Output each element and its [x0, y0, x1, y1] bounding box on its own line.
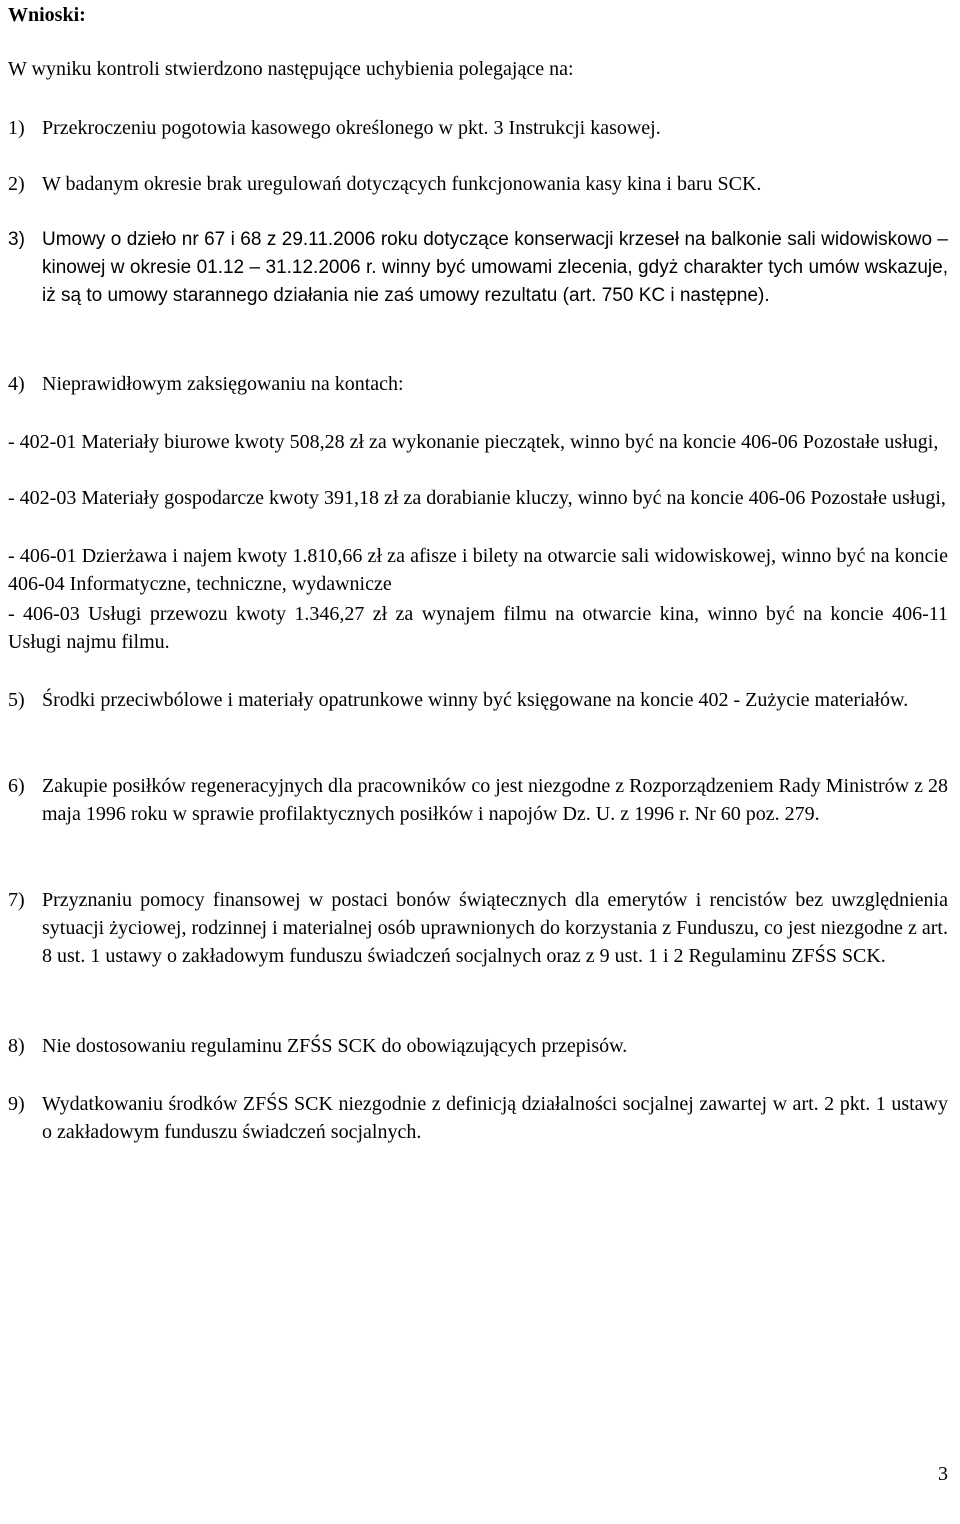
item-number: 8)	[8, 1035, 25, 1057]
item-number: 3)	[8, 229, 25, 250]
item-number: 7)	[8, 889, 25, 911]
item-number: 9)	[8, 1093, 25, 1115]
item-number: 2)	[8, 173, 25, 195]
list-item	[8, 686, 948, 714]
account-entry: - 402-03 Materiały gospodarcze kwoty 391,18 zł za dorabianie kluczy, winno być na koncie 406-06 Pozostałe usługi,	[8, 487, 946, 509]
intro-text: W wyniku kontroli stwierdzono następujące uchybienia polegające na:	[8, 58, 574, 80]
item-text: W badanym okresie brak uregulowań dotyczących funkcjonowania kasy kina i baru SCK.	[42, 173, 762, 195]
list-item	[8, 170, 948, 198]
list-item	[8, 1090, 948, 1146]
item-text: Przyznaniu pomocy finansowej w postaci bonów świątecznych dla emerytów i rencistów bez uwzględnienia sytuacji życiowej, rodzinnej i materialnej osób uprawnionych do korzystania z Funduszu, co jest niezgodne z art. 8 ust. 1 ustawy o zakładowym funduszu świadczeń socjalnych oraz z 9 ust. 1 i 2 Regulaminu ZFŚS SCK.	[42, 889, 948, 967]
list-item	[8, 772, 948, 828]
page-number: 3	[938, 1463, 948, 1485]
account-entry: - 402-01 Materiały biurowe kwoty 508,28 zł za wykonanie pieczątek, winno być na koncie 406-06 Pozostałe usługi,	[8, 431, 939, 453]
list-item	[8, 1032, 948, 1060]
account-entry: - 406-01 Dzierżawa i najem kwoty 1.810,66 zł za afisze i bilety na otwarcie sali widowiskowej, winno być na koncie 406-04 Informatyczne, techniczne, wydawnicze	[8, 545, 948, 595]
item-number: 1)	[8, 117, 25, 139]
item-text: Zakupie posiłków regeneracyjnych dla pracowników co jest niezgodne z Rozporządzeniem Rady Ministrów z 28 maja 1996 roku w sprawie profilaktycznych posiłków i napojów Dz. U. z 1996 r. Nr 60 poz. 279.	[42, 775, 948, 825]
item-text: Wydatkowaniu środków ZFŚS SCK niezgodnie z definicją działalności socjalnej zawartej w art. 2 pkt. 1 ustawy o zakładowym funduszu świadczeń socjalnych.	[42, 1093, 948, 1143]
item-text: Przekroczeniu pogotowia kasowego określonego w pkt. 3 Instrukcji kasowej.	[42, 117, 661, 139]
item-number: 5)	[8, 689, 25, 711]
account-entry: - 406-03 Usługi przewozu kwoty 1.346,27 zł za wynajem filmu na otwarcie kina, winno być na koncie 406-11 Usługi najmu filmu.	[8, 603, 948, 653]
item-text: Środki przeciwbólowe i materiały opatrunkowe winny być księgowane na koncie 402 - Zużycie materiałów.	[42, 689, 909, 711]
list-item	[8, 226, 948, 310]
item-text: Nie dostosowaniu regulaminu ZFŚS SCK do obowiązujących przepisów.	[42, 1035, 628, 1057]
item-text: Umowy o dzieło nr 67 i 68 z 29.11.2006 roku dotyczące konserwacji krzeseł na balkonie sali widowiskowo – kinowej w okresie 01.12 – 31.12.2006 r. winny być umowami zlecenia, gdyż charakter tych umów wskazuje, iż są to umowy starannego działania nie zaś umowy rezultatu (art. 750 KC i następne).	[42, 229, 948, 306]
item-number: 6)	[8, 775, 25, 797]
list-item	[8, 886, 948, 970]
item-text: Nieprawidłowym zaksięgowaniu na kontach:	[42, 373, 404, 395]
list-item	[8, 370, 948, 398]
item-number: 4)	[8, 373, 25, 395]
section-heading: Wnioski:	[8, 4, 86, 26]
list-item	[8, 114, 948, 142]
